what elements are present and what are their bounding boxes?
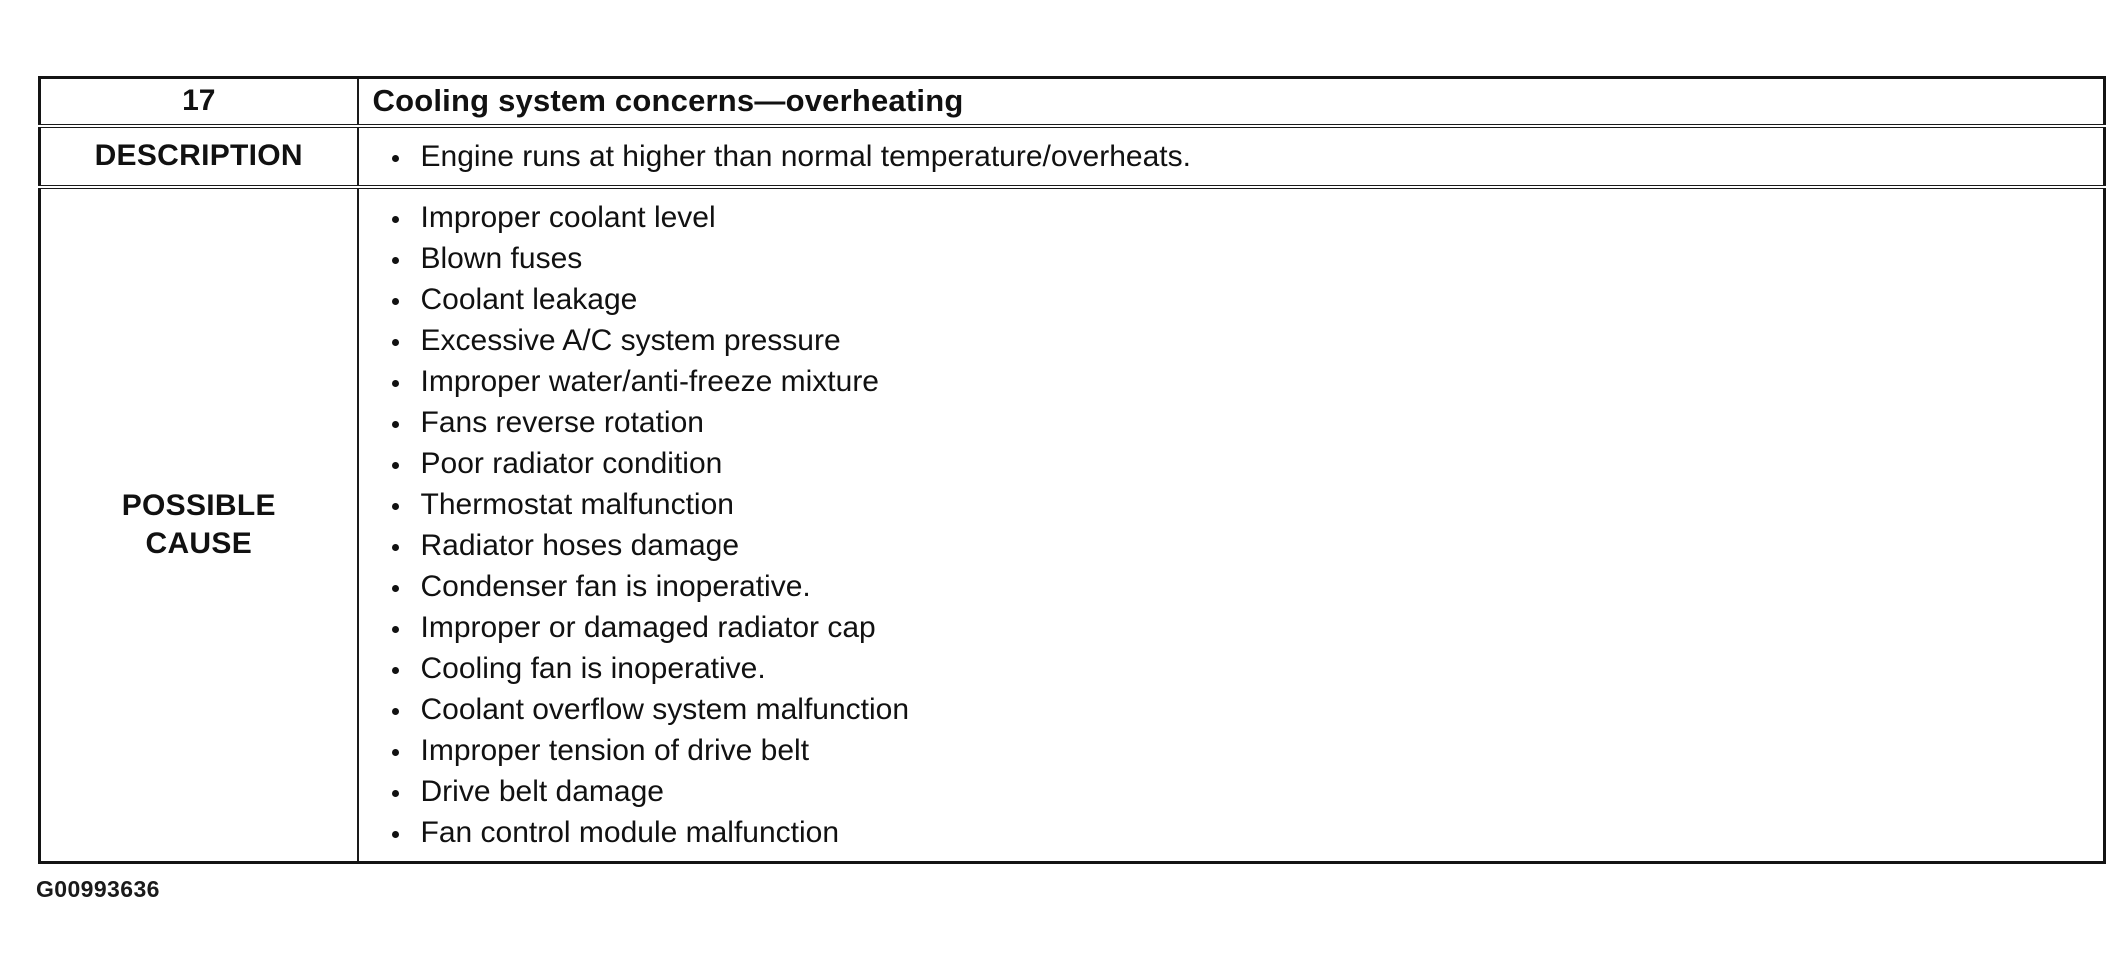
description-list bbox=[359, 136, 2094, 177]
diagnostic-table bbox=[38, 76, 2106, 864]
list-item: • Radiator hoses damage bbox=[413, 525, 2094, 566]
table-title: Cooling system concerns—overheating bbox=[358, 78, 2105, 126]
possible-cause-label: POSSIBLE CAUSE bbox=[121, 488, 276, 560]
possible-cause-label-cell bbox=[40, 187, 358, 863]
possible-cause-content-cell bbox=[358, 187, 2105, 863]
list-item: • Engine runs at higher than normal temperature/overheats. bbox=[413, 136, 2094, 177]
list-item: • Condenser fan is inoperative. bbox=[413, 566, 2094, 607]
possible-cause-row bbox=[40, 187, 2105, 863]
table-header-row bbox=[40, 78, 2105, 126]
list-item: • Improper coolant level bbox=[413, 197, 2094, 238]
list-item: • Improper or damaged radiator cap bbox=[413, 607, 2094, 648]
list-item: • Coolant overflow system malfunction bbox=[413, 689, 2094, 730]
description-row bbox=[40, 126, 2105, 187]
list-item: • Improper water/anti-freeze mixture bbox=[413, 361, 2094, 402]
list-item: • Drive belt damage bbox=[413, 771, 2094, 812]
description-label: DESCRIPTION bbox=[40, 126, 358, 187]
list-item: • Cooling fan is inoperative. bbox=[413, 648, 2094, 689]
possible-cause-list bbox=[359, 197, 2094, 853]
list-item: • Blown fuses bbox=[413, 238, 2094, 279]
figure-code: G00993636 bbox=[36, 876, 160, 902]
list-item: • Fans reverse rotation bbox=[413, 402, 2094, 443]
list-item: • Improper tension of drive belt bbox=[413, 730, 2094, 771]
description-content-cell bbox=[358, 126, 2105, 187]
list-item: • Excessive A/C system pressure bbox=[413, 320, 2094, 361]
list-item: • Thermostat malfunction bbox=[413, 484, 2094, 525]
list-item: • Fan control module malfunction bbox=[413, 812, 2094, 853]
table-number: 17 bbox=[40, 78, 358, 126]
list-item: • Poor radiator condition bbox=[413, 443, 2094, 484]
list-item: • Coolant leakage bbox=[413, 279, 2094, 320]
